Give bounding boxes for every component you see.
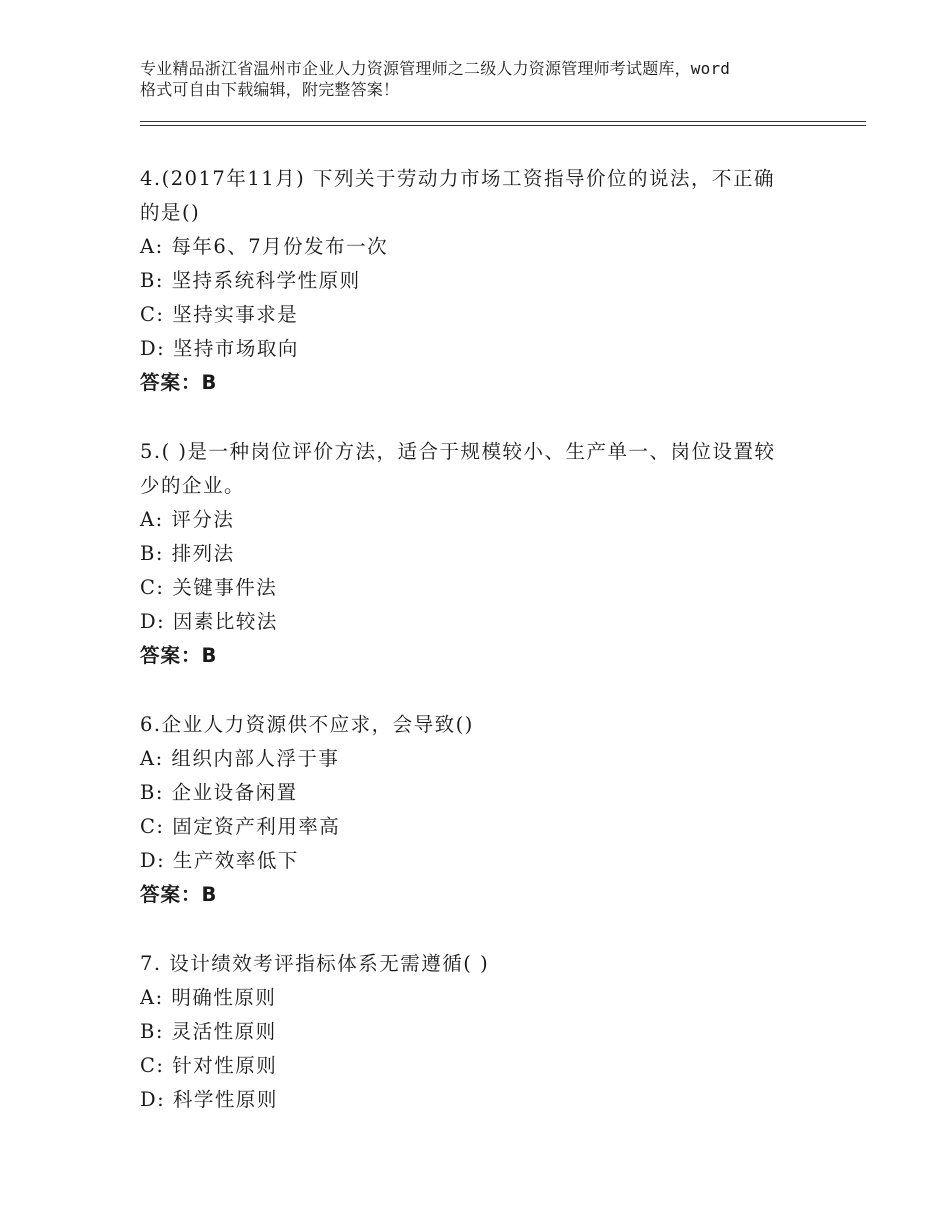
question-stem: 5.( )是一种岗位评价方法，适合于规模较小、生产单一、岗位设置较 [140, 440, 776, 463]
question-4 [140, 162, 820, 400]
answer: 答案：B [140, 371, 218, 394]
option-b: B: 灵活性原则 [140, 1020, 277, 1043]
question-stem: 7. 设计绩效考评指标体系无需遵循( ) [140, 952, 490, 975]
option-a: A: 评分法 [140, 508, 235, 531]
option-d: D: 坚持市场取向 [140, 337, 299, 360]
answer: 答案：B [140, 644, 218, 667]
option-c: C: 固定资产利用率高 [140, 815, 341, 838]
header-line-1: 专业精品浙江省温州市企业人力资源管理师之二级人力资源管理师考试题库，word [140, 59, 731, 78]
option-c: C: 坚持实事求是 [140, 303, 299, 326]
option-b: B: 坚持系统科学性原则 [140, 269, 361, 292]
question-stem: 4.(2017年11月) 下列关于劳动力市场工资指导价位的说法，不正确 [140, 167, 775, 190]
option-d: D: 科学性原则 [140, 1088, 278, 1111]
question-stem-continued: 少的企业。 [140, 474, 246, 497]
option-b: B: 排列法 [140, 542, 235, 565]
option-a: A: 每年6、7月份发布一次 [140, 235, 389, 258]
question-7 [140, 947, 820, 1117]
header-divider-bottom [140, 125, 866, 126]
option-d: D: 生产效率低下 [140, 849, 299, 872]
answer: 答案：B [140, 883, 218, 906]
option-a: A: 明确性原则 [140, 986, 277, 1009]
option-d: D: 因素比较法 [140, 610, 278, 633]
question-stem-continued: 的是() [140, 201, 201, 224]
option-c: C: 针对性原则 [140, 1054, 278, 1077]
option-b: B: 企业设备闲置 [140, 781, 298, 804]
header-line-2: 格式可自由下载编辑，附完整答案！ [140, 80, 400, 99]
question-5 [140, 435, 820, 673]
document-header [140, 58, 840, 100]
option-a: A: 组织内部人浮于事 [140, 747, 340, 770]
header-divider-top [140, 121, 866, 122]
question-stem: 6.企业人力资源供不应求，会导致() [140, 713, 474, 736]
option-c: C: 关键事件法 [140, 576, 278, 599]
question-6 [140, 708, 820, 912]
